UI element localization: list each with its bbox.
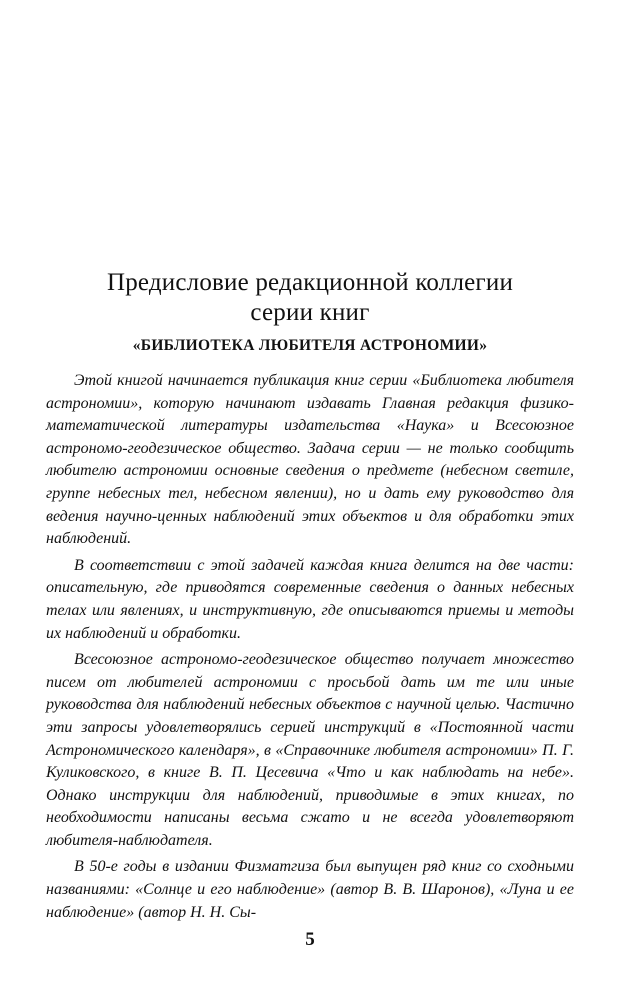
paragraph-3: Всесоюзное астрономо-геодезическое общество получает множество писем от любителей астрономии с просьбой дать им те или иные руководства для наблюдений небесных объектов с научной целью. Частично эти запросы удовлетворялись серией инструкций в «Постоянной части Астрономического календаря», в «Справочнике любителя астрономии» П. Г. Куликовского, в книге В. П. Цесевича «Что и как наблюдать на небе». Однако инструкции для наблюдений, приводимые в этих книгах, по необходимости написаны весьма сжато и не всегда удовлетворяют любителя-наблюдателя. (46, 651, 574, 849)
preface-body (46, 370, 574, 928)
page-number: 5 (305, 929, 315, 950)
heading-line-1: Предисловие редакционной коллегии (106, 269, 514, 296)
heading-line-2: серии книг (250, 299, 370, 326)
preface-heading (40, 268, 580, 356)
paragraph-1: Этой книгой начинается публикация книг серии «Библиотека любителя астрономии», которую начинают издавать Главная редакция физико-математической литературы издательства «Наука» и Всесоюзное астрономо-геодезическое общество. Задача серии — не только сообщить любителю астрономии основные сведения о предмете (небесном светиле, группе небесных тел, небесном явлении), но и дать ему руководство для ведения научно-ценных наблюдений этих объектов и для обработки этих наблюдений. (46, 372, 574, 548)
paragraph-4: В 50-е годы в издании Физматгиза был выпущен ряд книг со сходными названиями: «Солнце и его наблюдение» (автор В. В. Шаронов), «Луна и ее наблюдение» (автор Н. Н. Сы- (46, 858, 574, 921)
paragraph-2: В соответствии с этой задачей каждая книга делится на две части: описательную, где приводятся современные сведения о данных небесных телах или явлениях, и инструктивную, где описываются приемы и методы их наблюдений и обработки. (46, 556, 574, 642)
series-title: «БИБЛИОТЕКА ЛЮБИТЕЛЯ АСТРОНОМИИ» (132, 337, 488, 354)
